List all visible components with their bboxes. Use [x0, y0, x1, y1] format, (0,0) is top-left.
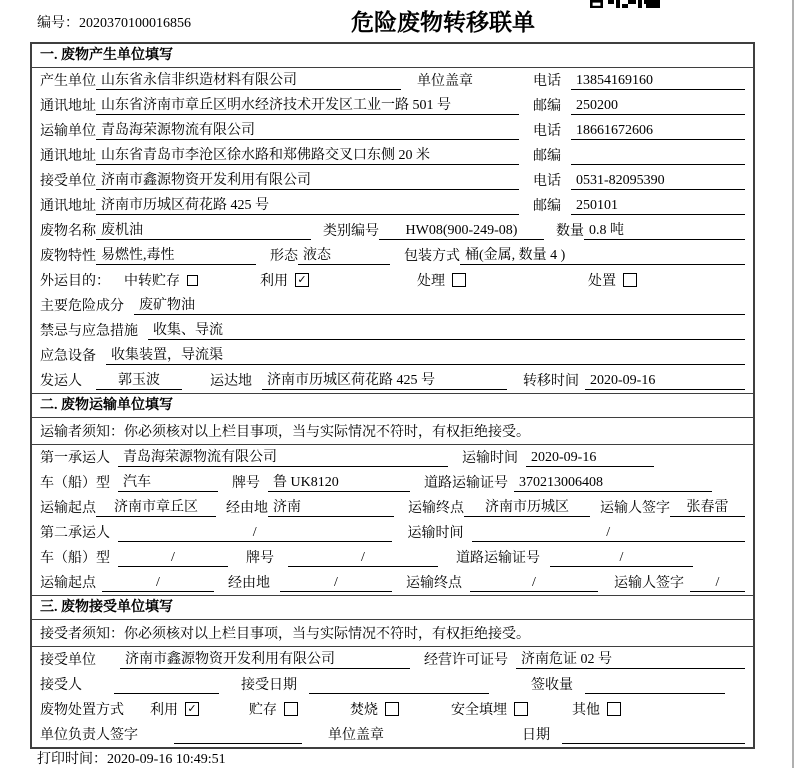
- disposal-option-store: [249, 699, 298, 719]
- traits-label: 废物特性: [40, 249, 96, 264]
- carrier1-value: 青岛海荣源物流有限公司: [118, 446, 448, 467]
- row-accepting-unit: [32, 647, 753, 672]
- traits-value: 易燃性,毒性: [96, 244, 256, 265]
- checkbox-incinerate: [385, 702, 399, 716]
- equipment-value: 收集装置，导流渠: [106, 344, 745, 365]
- taboo-value: 收集、导流: [148, 319, 745, 340]
- license-value: 济南危证 02 号: [516, 648, 745, 669]
- vehicle-type-value: 汽车: [118, 471, 218, 492]
- row-route1: [32, 495, 753, 520]
- endpoint-label: 运输终点: [408, 501, 464, 516]
- endpoint-label: 运输终点: [406, 576, 462, 591]
- row-waste-name: [32, 218, 753, 243]
- right-field-group: [533, 95, 745, 115]
- zip-label: 邮编: [533, 199, 561, 214]
- print-time: [37, 748, 226, 768]
- option-label: 贮存: [249, 703, 277, 718]
- notice-text: 你必须核对以上栏目事项，当与实际情况不符时，有权拒绝接受。: [124, 425, 530, 440]
- vehicle-type-label: 车（船）型: [40, 476, 110, 491]
- serial-value: 2020370100016856: [79, 16, 191, 31]
- origin-value: 济南市章丘区: [96, 496, 216, 517]
- origin-label: 运输起点: [40, 501, 96, 516]
- address-value: 山东省济南市章丘区明水经济技术开发区工业一路 501 号: [96, 94, 519, 115]
- zip-value: 250101: [571, 198, 745, 215]
- option-label: 利用: [260, 274, 288, 289]
- category-value: HW08(900-249-08): [379, 223, 544, 240]
- generator-value: 山东省永信非织造材料有限公司: [96, 69, 401, 90]
- waste-name-value: 废机油: [96, 219, 311, 240]
- phone-value: 0531-82095390: [571, 173, 745, 190]
- phone-label: 电话: [533, 124, 561, 139]
- row-transport-purpose: [32, 268, 753, 293]
- receiver-notice: [32, 620, 753, 647]
- vehicle-type-label: 车（船）型: [40, 551, 110, 566]
- origin-value: /: [102, 575, 214, 592]
- transfer-time-label: 转移时间: [523, 374, 579, 389]
- row-hazard-components: [32, 293, 753, 318]
- packaging-value: 桶(金属, 数量 4 ): [460, 244, 745, 265]
- hazard-value: 废矿物油: [134, 294, 745, 315]
- checkbox-dispose: [623, 273, 637, 287]
- equipment-label: 应急设备: [40, 349, 96, 364]
- right-field-group: [533, 170, 745, 190]
- transport-time-label: 运输时间: [462, 451, 518, 466]
- phone-label: 电话: [533, 174, 561, 189]
- packaging-label: 包装方式: [404, 249, 460, 264]
- transporter-label: 运输单位: [40, 124, 96, 139]
- received-qty-label: 签收量: [531, 678, 573, 693]
- section1-header: 一. 废物产生单位填写: [32, 44, 753, 68]
- via-value: 济南: [268, 496, 394, 517]
- category-label: 类别编号: [323, 224, 379, 239]
- plate-value: /: [288, 550, 438, 567]
- form-value: 液态: [298, 244, 390, 265]
- received-qty-value: [585, 677, 725, 694]
- consignor-value: 郭玉波: [96, 369, 182, 390]
- zip-value: [571, 148, 745, 165]
- date-label: 日期: [522, 728, 550, 743]
- purpose-option-storage: [124, 270, 198, 290]
- destination-value: 济南市历城区荷花路 425 号: [262, 369, 507, 390]
- option-label: 利用: [150, 703, 178, 718]
- disposal-option-utilize: [150, 699, 199, 719]
- purpose-option-utilize: [260, 270, 309, 290]
- carrier2-value: /: [118, 525, 392, 542]
- right-field-group: [533, 145, 745, 165]
- option-label: 安全填埋: [451, 703, 507, 718]
- row-waste-traits: [32, 243, 753, 268]
- checkbox-store: [284, 702, 298, 716]
- via-value: /: [280, 575, 392, 592]
- license-label: 经营许可证号: [424, 653, 508, 668]
- notice-label: 运输者须知：: [40, 425, 124, 440]
- quantity-label: 数量: [556, 224, 584, 239]
- right-field-group: [533, 70, 745, 90]
- row-transporter-address: [32, 143, 753, 168]
- seal-label: 单位盖章: [417, 74, 473, 89]
- vehicle-type-value: /: [118, 550, 228, 567]
- page-title: 危险废物转移联单: [351, 10, 535, 35]
- responsible-sign-value: [174, 727, 302, 744]
- row-first-carrier: [32, 445, 753, 470]
- phone-value: 18661672606: [571, 123, 745, 140]
- generator-label: 产生单位: [40, 74, 96, 89]
- row-receiver: [32, 168, 753, 193]
- phone-label: 电话: [533, 74, 561, 89]
- carrier-sign-label: 运输人签字: [600, 501, 670, 516]
- plate-value: 鲁 UK8120: [268, 471, 410, 492]
- origin-label: 运输起点: [40, 576, 96, 591]
- purpose-label: 外运目的：: [40, 274, 110, 289]
- option-label: 处理: [417, 274, 445, 289]
- right-field-group: [533, 195, 745, 215]
- serial-label: 编号：: [37, 16, 79, 31]
- carrier-sign-value: /: [690, 575, 745, 592]
- row-generator: [32, 68, 753, 93]
- row-generator-address: [32, 93, 753, 118]
- transfer-time-value: 2020-09-16: [585, 373, 745, 390]
- checkbox-landfill: [514, 702, 528, 716]
- plate-label: 牌号: [246, 551, 274, 566]
- zip-label: 邮编: [533, 149, 561, 164]
- notice-label: 接受者须知：: [40, 627, 124, 642]
- checkbox-treat: [452, 273, 466, 287]
- print-time-label: 打印时间：: [37, 752, 107, 767]
- zip-label: 邮编: [533, 99, 561, 114]
- transporter-notice: [32, 418, 753, 445]
- checkbox-utilize: ✓: [295, 273, 309, 287]
- zip-value: 250200: [571, 98, 745, 115]
- disposal-option-incinerate: [350, 699, 399, 719]
- responsible-sign-label: 单位负责人签字: [40, 728, 138, 743]
- waste-name-label: 废物名称: [40, 224, 96, 239]
- section3-header: 三. 废物接受单位填写: [32, 595, 753, 620]
- unit-seal-label: 单位盖章: [328, 728, 384, 743]
- via-label: 经由地: [226, 501, 268, 516]
- road-permit-value: /: [550, 550, 693, 567]
- row-emergency-equipment: [32, 343, 753, 368]
- row-route2: [32, 570, 753, 595]
- accept-date-value: [309, 677, 489, 694]
- hazard-label: 主要危险成分: [40, 299, 124, 314]
- plate-label: 牌号: [232, 476, 260, 491]
- carrier1-label: 第一承运人: [40, 451, 110, 466]
- checkbox-utilize: ✓: [185, 702, 199, 716]
- date-value: [562, 727, 745, 744]
- checkbox-other: [607, 702, 621, 716]
- destination-label: 运达地: [210, 374, 252, 389]
- phone-value: 13854169160: [571, 73, 745, 90]
- via-label: 经由地: [228, 576, 270, 591]
- section2-header: 二. 废物运输单位填写: [32, 393, 753, 418]
- row-transporter: [32, 118, 753, 143]
- disposal-option-landfill: [451, 699, 528, 719]
- acceptor-value: [114, 677, 219, 694]
- row-acceptor: [32, 672, 753, 697]
- option-label: 处置: [588, 274, 616, 289]
- row-vehicle2: [32, 545, 753, 570]
- row-second-carrier: [32, 520, 753, 545]
- row-taboo-measures: [32, 318, 753, 343]
- receiver-label: 接受单位: [40, 174, 96, 189]
- carrier2-label: 第二承运人: [40, 526, 110, 541]
- quantity-value: 0.8 吨: [584, 219, 745, 240]
- purpose-option-dispose: [588, 270, 637, 290]
- print-time-value: 2020-09-16 10:49:51: [107, 752, 226, 767]
- page-edge-line: [792, 0, 794, 768]
- carrier-sign-label: 运输人签字: [614, 576, 684, 591]
- row-vehicle1: [32, 470, 753, 495]
- manifest-form: [30, 42, 755, 749]
- option-label: 其他: [572, 703, 600, 718]
- address-value: 山东省青岛市李沧区徐水路和郑佛路交叉口东侧 20 米: [96, 144, 519, 165]
- notice-text: 你必须核对以上栏目事项，当与实际情况不符时，有权拒绝接受。: [124, 627, 530, 642]
- address-label: 通讯地址: [40, 149, 96, 164]
- accept-date-label: 接受日期: [241, 678, 297, 693]
- carrier-sign-value: 张春雷: [670, 496, 745, 517]
- transport-time-value: /: [472, 525, 746, 542]
- road-permit-label: 道路运输证号: [456, 551, 540, 566]
- taboo-label: 禁忌与应急措施: [40, 324, 138, 339]
- row-responsible-sign: [32, 722, 753, 747]
- option-label: 焚烧: [350, 703, 378, 718]
- transport-time-label: 运输时间: [407, 526, 464, 541]
- transport-time-value: 2020-09-16: [526, 450, 654, 467]
- road-permit-label: 道路运输证号: [424, 476, 508, 491]
- transporter-value: 青岛海荣源物流有限公司: [96, 119, 519, 140]
- row-disposal-method: [32, 697, 753, 722]
- checkbox-storage: [187, 275, 198, 286]
- purpose-option-treat: [417, 270, 466, 290]
- endpoint-value: 济南市历城区: [464, 496, 590, 517]
- road-permit-value: 370213006408: [514, 475, 712, 492]
- disposal-label: 废物处置方式: [40, 703, 124, 718]
- consignor-label: 发运人: [40, 374, 82, 389]
- address-value: 济南市历城区荷花路 425 号: [96, 194, 519, 215]
- row-dispatch: [32, 368, 753, 393]
- receiver-value: 济南市鑫源物资开发利用有限公司: [96, 169, 519, 190]
- disposal-option-other: [572, 699, 621, 719]
- accepting-unit-label: 接受单位: [40, 653, 96, 668]
- option-label: 中转贮存: [124, 274, 180, 289]
- form-label: 形态: [270, 249, 298, 264]
- endpoint-value: /: [470, 575, 598, 592]
- qr-code-icon: [590, 0, 662, 9]
- row-receiver-address: [32, 193, 753, 218]
- right-field-group: [533, 120, 745, 140]
- address-label: 通讯地址: [40, 99, 96, 114]
- accepting-unit-value: 济南市鑫源物资开发利用有限公司: [120, 648, 410, 669]
- acceptor-label: 接受人: [40, 678, 82, 693]
- address-label: 通讯地址: [40, 199, 96, 214]
